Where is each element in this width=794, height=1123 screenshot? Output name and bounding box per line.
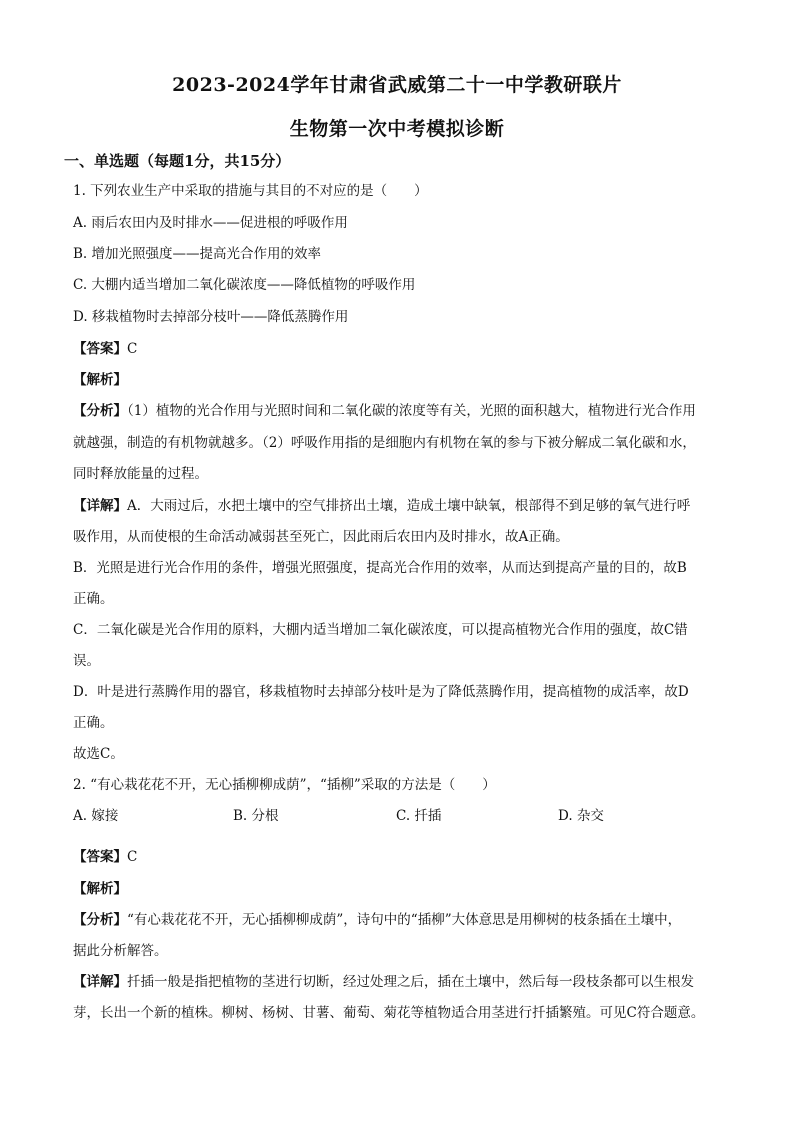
q1-answer-value: C	[127, 341, 138, 357]
q1-fenxi-text1: （1）植物的光合作用与光照时间和二氧化碳的浓度等有关，光照的面积越大，植物进行光合作用	[127, 403, 696, 419]
document-title-line2: 生物第一次中考模拟诊断	[289, 118, 505, 140]
q2-option-a: A. 嫁接	[73, 808, 119, 824]
q1-fenxi-tag: 【分析】	[73, 403, 127, 419]
document-title-line1: 2023-2024学年甘肃省武威第二十一中学教研联片	[172, 74, 622, 96]
q2-fenxi-text1: “有心栽花花不开，无心插柳柳成荫”，诗句中的“插柳”大体意思是用柳树的枝条插在土壤中，	[127, 912, 682, 928]
q1-xiangjie-text1: A．大雨过后，水把土壤中的空气排挤出土壤，造成土壤中缺氧，根部得不到足够的氧气进行呼	[127, 498, 691, 514]
q1-xiangjie-line9: 故选C。	[73, 746, 124, 762]
q1-option-b: B. 增加光照强度——提高光合作用的效率	[73, 246, 322, 262]
q2-option-d: D. 杂交	[558, 808, 604, 824]
q2-fenxi-line2: 据此分析解答。	[73, 943, 168, 959]
q2-xiangjie-tag: 【详解】	[73, 974, 127, 990]
q1-xiangjie-line2: 吸作用，从而使根的生命活动减弱甚至死亡，因此雨后农田内及时排水，故A正确。	[73, 529, 569, 545]
q2-stem: 2. “有心栽花花不开，无心插柳柳成荫”，“插柳”采取的方法是（ ）	[73, 777, 496, 793]
q2-fenxi-line1	[73, 911, 681, 929]
q1-xiangjie-line5: C．二氧化碳是光合作用的原料，大棚内适当增加二氧化碳浓度，可以提高植物光合作用的强度，故C错	[73, 622, 688, 638]
q1-option-d: D. 移栽植物时去掉部分枝叶——降低蒸腾作用	[73, 309, 349, 325]
section-heading: 一、单选题（每题1分，共15分）	[64, 152, 291, 170]
q2-answer-value: C	[127, 849, 138, 865]
q1-answer	[73, 340, 137, 358]
q1-xiangjie-line7: D．叶是进行蒸腾作用的器官，移栽植物时去掉部分枝叶是为了降低蒸腾作用，提高植物的成活率，故D	[73, 684, 689, 700]
q2-option-c: C. 扦插	[396, 808, 442, 824]
q2-answer	[73, 848, 137, 866]
q1-xiangjie-tag: 【详解】	[73, 498, 127, 514]
q2-xiangjie-text1: 扦插一般是指把植物的茎进行切断，经过处理之后，插在土壤中，然后每一段枝条都可以生根发	[127, 974, 694, 990]
q1-fenxi-line1	[73, 402, 696, 420]
q2-answer-tag: 【答案】	[73, 849, 127, 865]
q2-analysis-tag: 【解析】	[73, 881, 127, 897]
q1-xiangjie-line3: B．光照是进行光合作用的条件，增强光照强度，提高光合作用的效率，从而达到提高产量的目的，故B	[73, 560, 687, 576]
q2-option-b: B. 分根	[233, 808, 279, 824]
q1-fenxi-line2: 就越强，制造的有机物就越多。（2）呼吸作用指的是细胞内有机物在氧的参与下被分解成二氧化碳和水，	[73, 435, 696, 451]
q2-xiangjie-line1	[73, 973, 694, 991]
q1-xiangjie-line6: 误。	[73, 653, 100, 669]
q1-xiangjie-line1	[73, 497, 690, 515]
q1-answer-tag: 【答案】	[73, 341, 127, 357]
q1-option-c: C. 大棚内适当增加二氧化碳浓度——降低植物的呼吸作用	[73, 277, 416, 293]
q1-fenxi-line3: 同时释放能量的过程。	[73, 466, 208, 482]
q2-fenxi-tag: 【分析】	[73, 912, 127, 928]
q1-option-a: A. 雨后农田内及时排水——促进根的呼吸作用	[73, 215, 348, 231]
q1-analysis-tag: 【解析】	[73, 372, 127, 388]
q1-stem: 1. 下列农业生产中采取的措施与其目的不对应的是（ ）	[73, 183, 428, 199]
q1-xiangjie-line8: 正确。	[73, 715, 114, 731]
q2-xiangjie-line2: 芽，长出一个新的植株。柳树、杨树、甘薯、葡萄、菊花等植物适合用茎进行扦插繁殖。可见C符合题意。	[73, 1005, 705, 1021]
q1-xiangjie-line4: 正确。	[73, 591, 114, 607]
